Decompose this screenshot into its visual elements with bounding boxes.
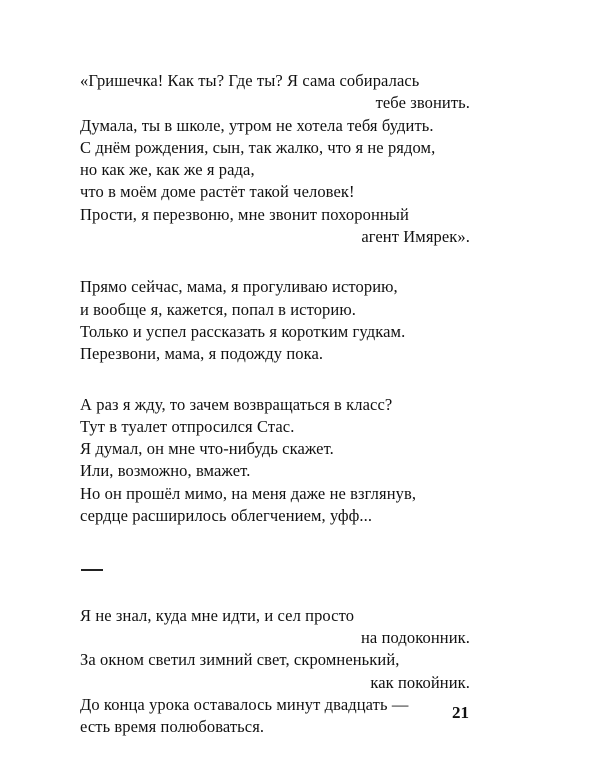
poem-line: Я не знал, куда мне идти, и сел просто: [80, 605, 355, 625]
poem-line: За окном светил зимний свет, скромненький,: [80, 650, 400, 670]
stanza: [80, 605, 500, 739]
section-separator: [81, 569, 103, 570]
poem-line: Прямо сейчас, мама, я прогуливаю историю,: [80, 277, 398, 297]
poem-line: что в моём доме растёт такой человек!: [80, 182, 355, 202]
poem-line: Прости, я перезвоню, мне звонит похоронный: [80, 204, 409, 224]
poem-line: как покойник.: [370, 672, 470, 692]
poem-line: и вообще я, кажется, попал в историю.: [80, 299, 356, 319]
poem-line: на подоконник.: [361, 627, 470, 647]
poem-line: А раз я жду, то зачем возвращаться в класс?: [80, 394, 393, 414]
stanza: [80, 70, 500, 248]
poem-line: До конца урока оставалось минут двадцать —: [80, 694, 409, 714]
poem-line: Но он прошёл мимо, на меня даже не взглянув,: [80, 483, 417, 503]
poem-line: Перезвони, мама, я подожду пока.: [80, 344, 324, 364]
poem-text: [80, 70, 500, 766]
stanza: [80, 394, 500, 528]
poem-line: Я думал, он мне что-нибудь скажет.: [80, 439, 334, 459]
poem-line: но как же, как же я рада,: [80, 160, 255, 180]
poem-line: «Гришечка! Как ты? Где ты? Я сама собиралась: [80, 71, 420, 90]
poem-line: Или, возможно, вмажет.: [80, 461, 251, 481]
poem-line: Только и успел рассказать я коротким гудкам.: [80, 321, 406, 341]
poem-line: Тут в туалет отпросился Стас.: [80, 416, 295, 436]
stanza: [80, 276, 500, 365]
poem-line: Думала, ты в школе, утром не хотела тебя будить.: [80, 115, 434, 135]
poem-line: тебе звонить.: [375, 93, 470, 113]
poem-line: С днём рождения, сын, так жалко, что я не рядом,: [80, 137, 436, 157]
poem-line: сердце расширилось облегчением, уфф...: [80, 506, 373, 526]
poem-line: агент Имярек».: [361, 227, 470, 247]
page-number: 21: [452, 703, 469, 722]
poem-line: есть время полюбоваться.: [80, 717, 265, 737]
